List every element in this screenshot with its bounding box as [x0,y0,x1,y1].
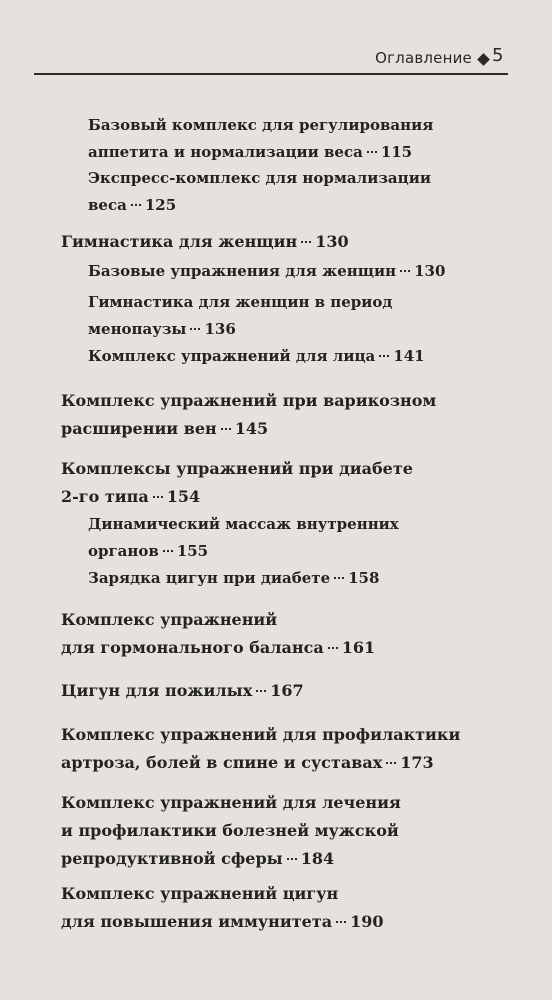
toc-entry-title-line: Комплекс упражнений для лица [88,347,376,365]
header-rule [34,73,508,75]
toc-entry-title-line: для повышения иммунитета [61,912,333,931]
toc-entry-page: 167 [270,681,304,700]
dot-leader [328,647,338,649]
toc-entry-page: 130 [414,262,446,280]
dot-leader [386,762,396,764]
toc-entry-title-line: менопаузы [88,320,187,338]
toc-entry-page: 141 [393,347,425,365]
dot-leader [287,858,297,860]
toc-entry-page: 145 [234,419,269,438]
dot-leader [336,921,346,923]
dot-leader [367,151,377,153]
dot-leader [190,328,200,330]
toc-entry-page: 190 [350,912,384,931]
toc-entry-title-line: 2-го типа [61,487,149,506]
toc-entry-title-line: репродуктивной сферы [61,849,283,868]
dot-leader [163,550,173,552]
toc-entry-title-line: Зарядка цигун при диабете [88,569,331,587]
dot-leader [256,690,266,692]
toc-entry-page: 158 [348,569,380,587]
dot-leader [131,204,141,206]
dot-leader [301,241,311,243]
toc-entry-title-line: артроза, болей в спине и суставах [61,753,383,772]
toc-entry-title-line: органов [88,542,159,560]
toc-entry-page: 161 [341,638,376,657]
toc-entry-title-line: Базовые упражнения для женщин [88,262,397,280]
dot-leader [153,496,163,498]
toc-entry-title-line: расширении вен [61,419,217,438]
toc-entry-page: 154 [166,487,201,506]
toc-entry-page: 130 [315,232,349,251]
dot-leader [379,355,389,357]
toc-entry-page: 125 [144,196,177,214]
toc-entry-title-line: аппетита и нормализации веса [88,143,363,161]
toc-entry-title-line: Гимнастика для женщин [61,232,298,251]
toc-entry-page: 173 [400,753,434,772]
toc-entry-title-line: веса [88,196,127,214]
toc-entry-title-line: для гормонального баланса [61,638,324,657]
page-header [0,0,552,80]
dot-leader [334,577,344,579]
dot-leader [400,270,410,272]
page-number: 5 [492,45,504,66]
toc-entry-page: 184 [300,849,335,868]
toc-entry-page: 136 [204,320,236,338]
toc-entry-page: 115 [380,143,413,161]
toc-entry-page: 155 [176,542,209,560]
running-head-title: Оглавление [375,49,472,67]
diamond-icon [477,53,490,66]
dot-leader [221,428,231,430]
toc-entry-title-line: Цигун для пожилых [61,681,253,700]
